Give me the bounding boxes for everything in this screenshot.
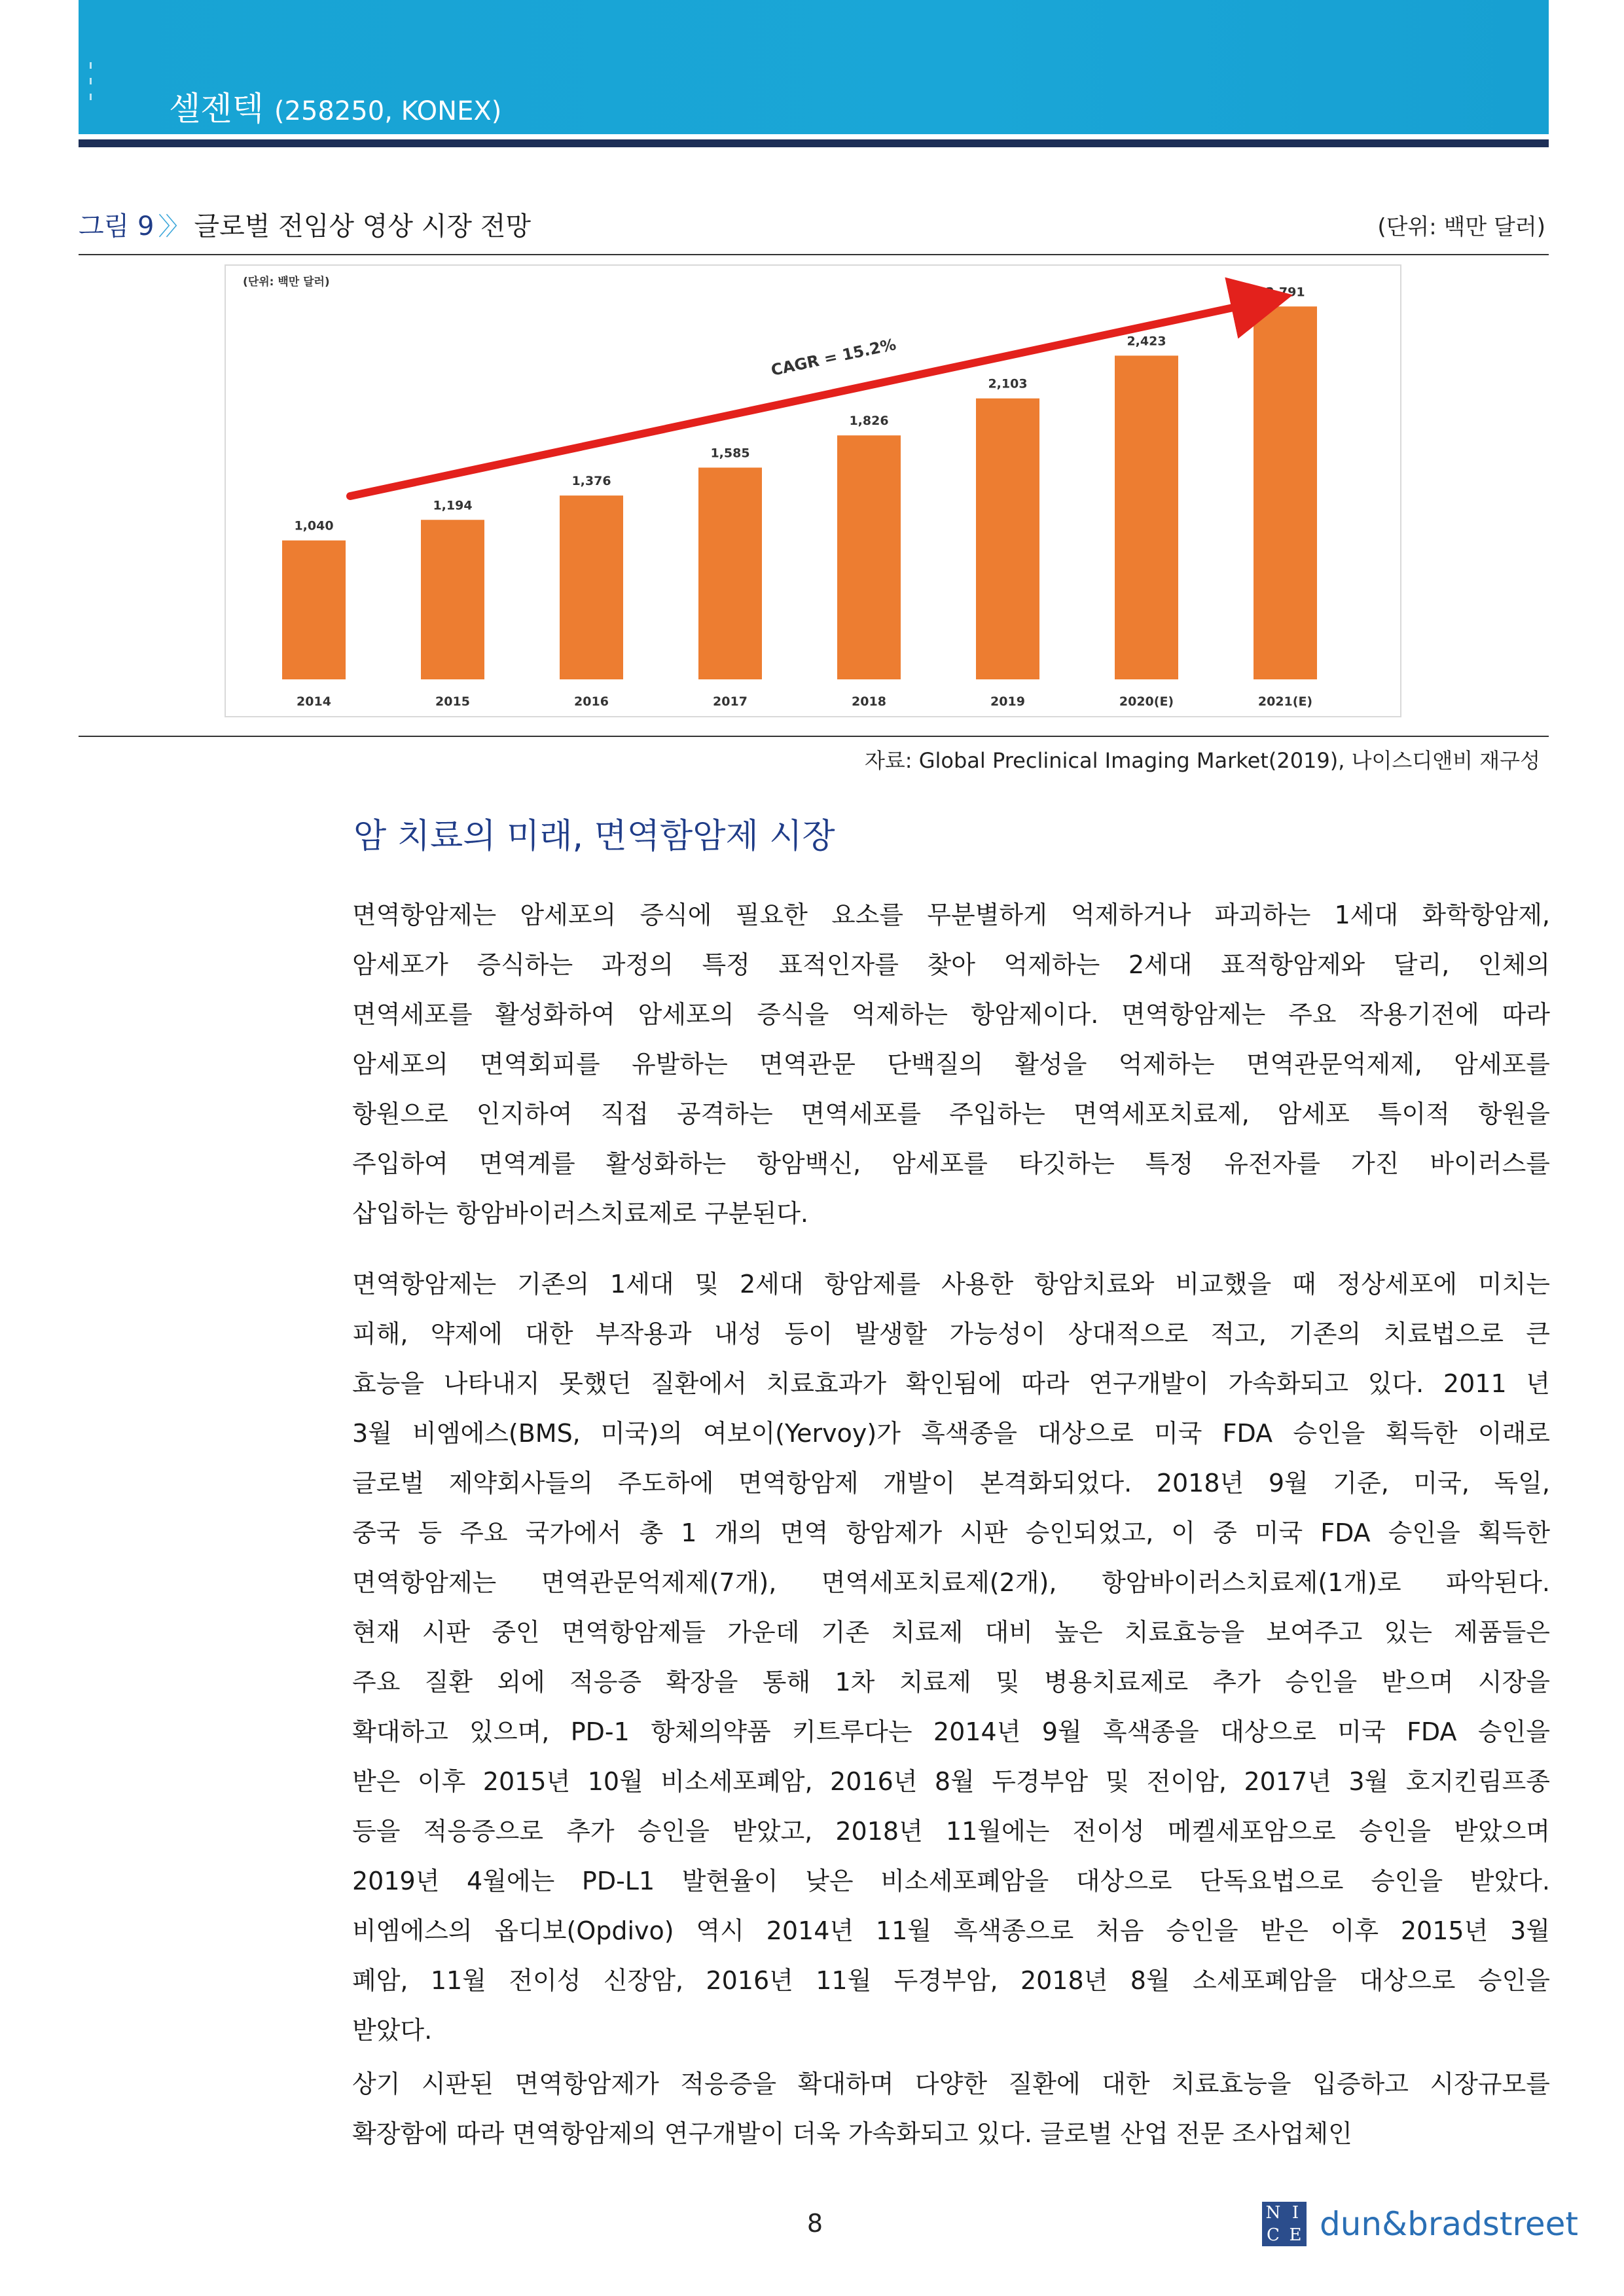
bar-chart-svg bbox=[226, 266, 1400, 716]
paragraph-line: 효능을 나타내지 못했던 질환에서 치료효과가 확인됨에 따라 연구개발이 가속화되고 있다. 2011 년 bbox=[352, 1369, 1550, 1398]
figure-unit: (단위: 백만 달러) bbox=[1377, 214, 1545, 240]
bar-2019 bbox=[976, 399, 1039, 679]
paragraph-line: 현재 시판 중인 면역항암제들 가운데 기존 치료제 대비 높은 치료효능을 보여주고 있는 제품들은 bbox=[352, 1618, 1550, 1647]
paragraph-line: 등을 적응증으로 추가 승인을 받았고, 2018년 11월에는 전이성 메켈세포암으로 승인을 받았으며 bbox=[352, 1817, 1550, 1846]
bar-2021(E) bbox=[1254, 306, 1317, 679]
paragraph-2 bbox=[352, 1259, 1550, 2055]
paragraph-line: 면역항암제는 면역관문억제제(7개), 면역세포치료제(2개), 항암바이러스치료제(1개)로 파악된다. bbox=[352, 1568, 1550, 1597]
paragraph-line: 받은 이후 2015년 10월 비소세포폐암, 2016년 8월 두경부암 및 전이암, 2017년 3월 호지킨림프종 bbox=[352, 1767, 1550, 1796]
value-label: 1,376 bbox=[571, 474, 611, 489]
figure-bottom-rule bbox=[79, 736, 1549, 737]
double-chevron-icon: 〉〉 bbox=[158, 212, 185, 241]
dnb-logo bbox=[1262, 2198, 1579, 2250]
figure-title-row bbox=[79, 208, 531, 245]
page-number: 8 bbox=[806, 2209, 823, 2238]
value-label: 2,791 bbox=[1265, 285, 1305, 300]
category-label: 2021(E) bbox=[1257, 694, 1313, 709]
paragraph-line: 암세포의 면역회피를 유발하는 면역관문 단백질의 활성을 억제하는 면역관문억제제, 암세포를 bbox=[352, 1050, 1550, 1079]
category-label: 2019 bbox=[990, 694, 1025, 709]
company-name: 셀젠텍 bbox=[169, 90, 264, 128]
bar-2020(E) bbox=[1115, 355, 1178, 679]
bar-2014 bbox=[282, 541, 346, 679]
figure-source: 자료: Global Preclinical Imaging Market(2019), 나이스디앤비 재구성 bbox=[864, 748, 1540, 773]
paragraph-line: 삽입하는 항암바이러스치료제로 구분된다. bbox=[352, 1199, 808, 1228]
bar-chart bbox=[225, 264, 1401, 717]
paragraph-line: 상기 시판된 면역항암제가 적응증을 확대하며 다양한 질환에 대한 치료효능을 입증하고 시장규모를 bbox=[352, 2070, 1550, 2098]
section-heading: 암 치료의 미래, 면역함암제 시장 bbox=[353, 817, 835, 856]
value-label: 1,194 bbox=[433, 498, 473, 513]
bar-2017 bbox=[698, 467, 762, 679]
bar-2018 bbox=[837, 435, 901, 679]
value-label: 2,103 bbox=[988, 376, 1028, 391]
paragraph-line: 암세포가 증식하는 과정의 특정 표적인자를 찾아 억제하는 2세대 표적항암제와 달리, 인체의 bbox=[352, 950, 1550, 979]
category-label: 2014 bbox=[297, 694, 331, 709]
company-title bbox=[169, 90, 501, 130]
paragraph-line: 중국 등 주요 국가에서 총 1 개의 면역 항암제가 시판 승인되었고, 이 중 미국 FDA 승인을 획득한 bbox=[352, 1518, 1550, 1547]
paragraph-line: 주입하여 면역계를 활성화하는 항암백신, 암세포를 타깃하는 특정 유전자를 가진 바이러스를 bbox=[352, 1149, 1550, 1178]
chart-unit-label: (단위: 백만 달러) bbox=[243, 276, 330, 289]
figure-label: 그림 9 bbox=[79, 211, 154, 242]
paragraph-3 bbox=[352, 2059, 1550, 2159]
paragraph-line: 글로벌 제약회사들의 주도하에 면역항암제 개발이 본격화되었다. 2018년 9월 기준, 미국, 독일, bbox=[352, 1469, 1550, 1498]
paragraph-line: 면역항암제는 기존의 1세대 및 2세대 항암제를 사용한 항암치료와 비교했을 때 정상세포에 미치는 bbox=[352, 1270, 1550, 1299]
paragraph-line: 항원으로 인지하여 직접 공격하는 면역세포를 주입하는 면역세포치료제, 암세포 특이적 항원을 bbox=[352, 1100, 1550, 1128]
paragraph-line: 주요 질환 외에 적응증 확장을 통해 1차 치료제 및 병용치료제로 추가 승인을 받으며 시장을 bbox=[352, 1668, 1550, 1696]
figure-title: 글로벌 전임상 영상 시장 전망 bbox=[194, 211, 532, 242]
category-label: 2015 bbox=[435, 694, 470, 709]
paragraph-line: 면역항암제는 암세포의 증식에 필요한 요소를 무분별하게 억제하거나 파괴하는 1세대 화학항암제, bbox=[352, 901, 1550, 929]
category-label: 2018 bbox=[852, 694, 886, 709]
bar-2015 bbox=[421, 520, 484, 679]
cagr-annotation: CAGR = 15.2% bbox=[769, 335, 898, 380]
paragraph-line: 면역세포를 활성화하여 암세포의 증식을 억제하는 항암제이다. 면역항암제는 주요 작용기전에 따라 bbox=[352, 1000, 1550, 1029]
category-label: 2016 bbox=[574, 694, 609, 709]
bar-2016 bbox=[560, 495, 623, 679]
value-label: 2,423 bbox=[1127, 334, 1166, 349]
company-code: (258250, KONEX) bbox=[274, 96, 502, 126]
figure-top-rule bbox=[79, 254, 1549, 255]
nice-badge-icon: N I C E bbox=[1262, 2202, 1307, 2246]
header-decoration bbox=[90, 62, 92, 118]
logo-text: dun&bradstreet bbox=[1320, 2205, 1579, 2243]
paragraph-line: 2019년 4월에는 PD-L1 발현율이 낮은 비소세포폐암을 대상으로 단독요법으로 승인을 받았다. bbox=[352, 1867, 1550, 1895]
value-label: 1,826 bbox=[849, 414, 889, 429]
paragraph-line: 확대하고 있으며, PD-1 항체의약품 키트루다는 2014년 9월 흑색종을 대상으로 미국 FDA 승인을 bbox=[352, 1717, 1550, 1746]
category-label: 2017 bbox=[713, 694, 748, 709]
value-label: 1,040 bbox=[294, 518, 334, 533]
value-label: 1,585 bbox=[710, 446, 750, 461]
paragraph-line: 피해, 약제에 대한 부작용과 내성 등이 발생할 가능성이 상대적으로 적고, 기존의 치료법으로 큰 bbox=[352, 1319, 1550, 1348]
paragraph-1 bbox=[352, 890, 1550, 1238]
paragraph-line: 비엠에스의 옵디보(Opdivo) 역시 2014년 11월 흑색종으로 처음 승인을 받은 이후 2015년 3월 bbox=[352, 1916, 1550, 1945]
category-label: 2020(E) bbox=[1119, 694, 1174, 709]
header-rule bbox=[79, 139, 1549, 147]
paragraph-line: 폐암, 11월 전이성 신장암, 2016년 11월 두경부암, 2018년 8월 소세포폐암을 대상으로 승인을 bbox=[352, 1966, 1550, 1995]
paragraph-line: 확장함에 따라 면역항암제의 연구개발이 더욱 가속화되고 있다. 글로벌 산업 전문 조사업체인 bbox=[352, 2119, 1352, 2148]
paragraph-line: 3월 비엠에스(BMS, 미국)의 여보이(Yervoy)가 흑색종을 대상으로 미국 FDA 승인을 획득한 이래로 bbox=[352, 1419, 1550, 1448]
paragraph-line: 받았다. bbox=[352, 2016, 433, 2045]
